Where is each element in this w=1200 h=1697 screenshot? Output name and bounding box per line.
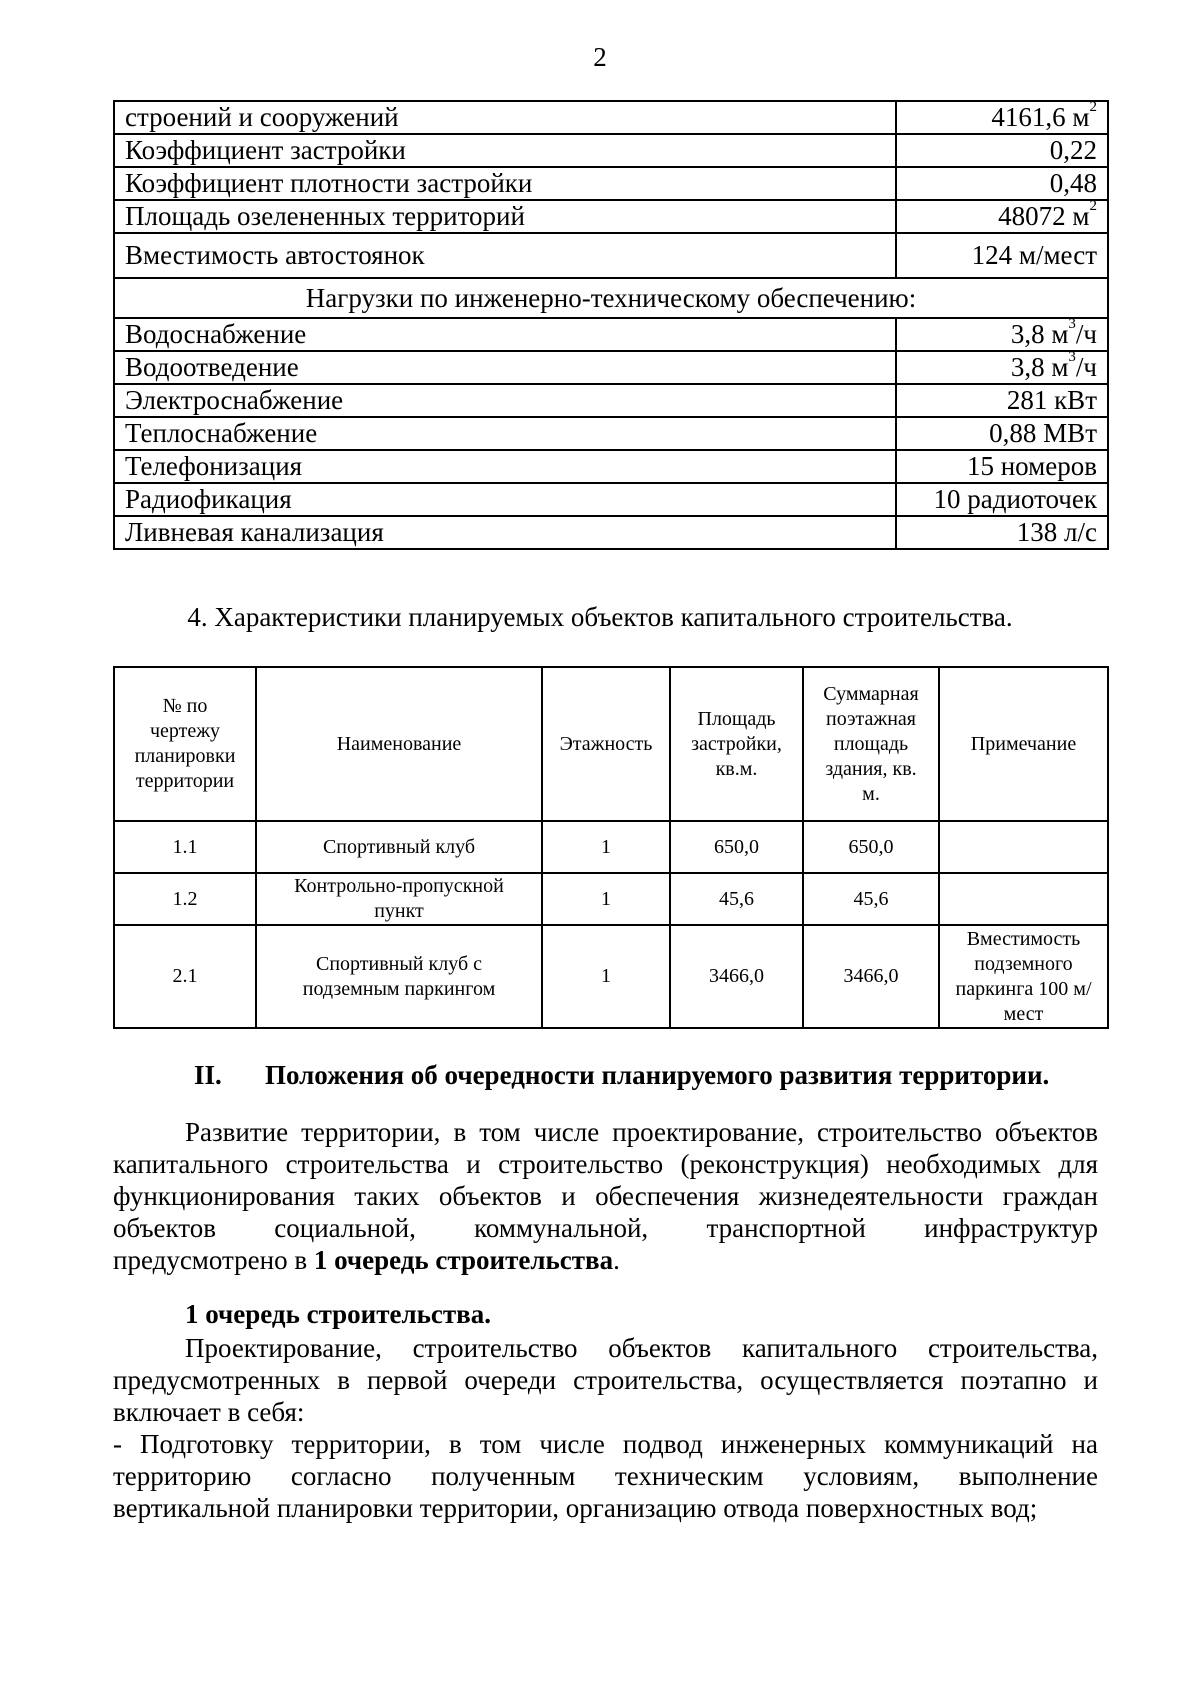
row-label: Коэффициент плотности застройки: [114, 167, 896, 200]
table-row: [114, 318, 1108, 351]
text-line: Развитие территории, в том числе проектирование, строительство объектов: [185, 1117, 1098, 1147]
page-number: 2: [593, 42, 607, 72]
row-label: строений и сооружений: [114, 101, 896, 134]
cell-name: Спортивный клуб с подземным паркингом: [256, 925, 542, 1028]
row-label: Телефонизация: [114, 450, 896, 483]
cell-total: 650,0: [803, 821, 939, 873]
cell-num: 1.2: [114, 873, 256, 925]
table-row: [114, 384, 1108, 417]
cell-note: [939, 873, 1108, 925]
cell-area: 3466,0: [670, 925, 803, 1028]
header-cell: Примечание: [939, 667, 1108, 821]
table-row: [114, 167, 1108, 200]
subheading: 1 очередь строительства.: [185, 1299, 491, 1329]
header-cell: № по чертежу планировки территории: [114, 667, 256, 821]
cell-note: Вместимость подземного паркинга 100 м/мест: [939, 925, 1108, 1028]
text-line: капитального строительства и строительство (реконструкция) необходимых для: [113, 1149, 1098, 1179]
row-value: 48072 $м^2$: [896, 200, 1108, 233]
header-cell: Суммарная поэтажная площадь здания, кв. м.: [803, 667, 939, 821]
text-line: объектов социальной, коммунальной, транспортной инфраструктур: [113, 1213, 1098, 1243]
cell-total: 45,6: [803, 873, 939, 925]
text-line: включает в себя:: [113, 1397, 305, 1427]
row-label: Вместимость автостоянок: [114, 233, 896, 278]
section-header-row: [114, 278, 1108, 318]
row-label: Ливневая канализация: [114, 516, 896, 549]
table-row: [114, 483, 1108, 516]
row-value: 3,8 $м^3/ч$: [896, 318, 1108, 351]
table-row: [114, 821, 1108, 873]
cell-num: 1.1: [114, 821, 256, 873]
table-row: [114, 134, 1108, 167]
text-line: Проектирование, строительство объектов капитального строительства,: [185, 1333, 1098, 1363]
cell-area: 650,0: [670, 821, 803, 873]
table-caption: 4. Характеристики планируемых объектов капитального строительства.: [187, 602, 1013, 632]
row-label: Коэффициент застройки: [114, 134, 896, 167]
paragraph-preparation: [113, 1428, 1098, 1524]
table-row: [114, 351, 1108, 384]
header-cell: Площадь застройки, кв.м.: [670, 667, 803, 821]
text-line: предусмотрено в 1 очередь строительства.: [113, 1245, 620, 1275]
planned-objects-table: [113, 666, 1109, 1029]
header-cell: Этажность: [542, 667, 670, 821]
cell-floors: 1: [542, 821, 670, 873]
row-label: Электроснабжение: [114, 384, 896, 417]
row-value: 0,48: [896, 167, 1108, 200]
row-label: Водоснабжение: [114, 318, 896, 351]
cell-name: Контрольно-пропускной пункт: [256, 873, 542, 925]
row-label: Теплоснабжение: [114, 417, 896, 450]
header-cell: Наименование: [256, 667, 542, 821]
row-value: 124 м/мест: [896, 233, 1108, 278]
table-header-row: [114, 667, 1108, 821]
row-label: Водоотведение: [114, 351, 896, 384]
table-row: [114, 233, 1108, 278]
row-value: 10 радиоточек: [896, 483, 1108, 516]
table-row: [114, 200, 1108, 233]
row-label: Площадь озелененных территорий: [114, 200, 896, 233]
table-row: [114, 101, 1108, 134]
cell-floors: 1: [542, 873, 670, 925]
cell-total: 3466,0: [803, 925, 939, 1028]
row-value: 4161,6 $м^2$: [896, 101, 1108, 134]
row-value: 138 л/с: [896, 516, 1108, 549]
table-row: [114, 873, 1108, 925]
text-line: вертикальной планировки территории, организацию отвода поверхностных вод;: [113, 1493, 1038, 1523]
table-row: [114, 516, 1108, 549]
table-row: [114, 925, 1108, 1028]
section-header: Нагрузки по инженерно-техническому обеспечению:: [114, 278, 1108, 318]
row-value: 281 кВт: [896, 384, 1108, 417]
cell-num: 2.1: [114, 925, 256, 1028]
text-line: функционирования таких объектов и обеспечения жизнедеятельности граждан: [113, 1181, 1098, 1211]
table-row: [114, 450, 1108, 483]
row-value: 15 номеров: [896, 450, 1108, 483]
cell-area: 45,6: [670, 873, 803, 925]
section-number: II.: [194, 1060, 222, 1090]
paragraph-development: [113, 1116, 1098, 1276]
row-label: Радиофикация: [114, 483, 896, 516]
text-line: предусмотренных в первой очереди строительства, осуществляется поэтапно и: [113, 1365, 1098, 1395]
row-value: 0,88 МВт: [896, 417, 1108, 450]
row-value: 3,8 $м^3/ч$: [896, 351, 1108, 384]
technical-indicators-table: [113, 100, 1109, 550]
section-title: Положения об очередности планируемого развития территории.: [265, 1060, 1050, 1090]
cell-note: [939, 821, 1108, 873]
paragraph-design: [113, 1332, 1098, 1428]
text-line: территорию согласно полученным техническим условиям, выполнение: [113, 1461, 1098, 1491]
row-value: 0,22: [896, 134, 1108, 167]
cell-name: Спортивный клуб: [256, 821, 542, 873]
table-row: [114, 417, 1108, 450]
text-line: - Подготовку территории, в том числе подвод инженерных коммуникаций на: [113, 1429, 1098, 1459]
cell-floors: 1: [542, 925, 670, 1028]
